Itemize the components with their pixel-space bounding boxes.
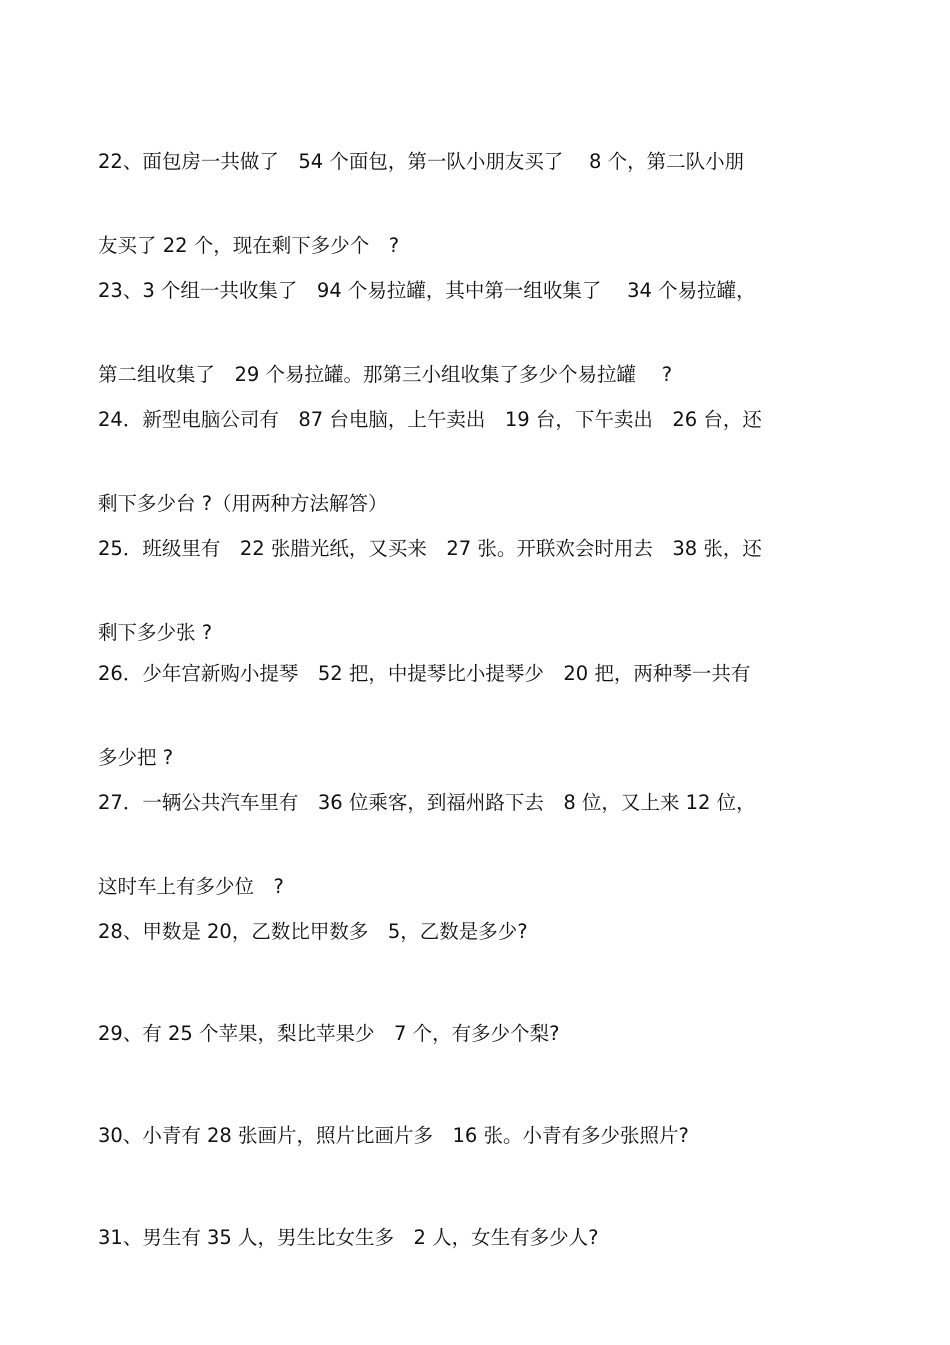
problem-line: 22、面包房一共做了 54 个面包，第一队小朋友买了 8 个，第二队小朋 <box>98 150 745 173</box>
problem-line: 剩下多少张 ? <box>98 621 213 644</box>
problem-line: 剩下多少台 ?（用两种方法解答） <box>98 492 388 515</box>
problem-line: 25．班级里有 22 张腊光纸，又买来 27 张。开联欢会时用去 38 张，还 <box>98 537 762 560</box>
problem-31 <box>98 1168 843 1308</box>
problem-line: 30、小青有 28 张画片，照片比画片多 16 张。小青有多少张照片? <box>98 1124 689 1147</box>
problem-line: 29、有 25 个苹果，梨比苹果少 7 个，有多少个梨? <box>98 1022 560 1045</box>
problem-line: 友买了 22 个，现在剩下多少个 ? <box>98 234 400 257</box>
problem-line: 23、3 个组一共收集了 94 个易拉罐，其中第一组收集了 34 个易拉罐， <box>98 279 756 302</box>
problem-line: 24．新型电脑公司有 87 台电脑，上午卖出 19 台，下午卖出 26 台，还 <box>98 408 762 431</box>
problem-line: 26．少年宫新购小提琴 52 把，中提琴比小提琴少 20 把，两种琴一共有 <box>98 662 751 685</box>
problem-line: 31、男生有 35 人，男生比女生多 2 人，女生有多少人? <box>98 1226 599 1249</box>
problem-line: 27．一辆公共汽车里有 36 位乘客，到福州路下去 8 位，又上来 12 位， <box>98 791 756 814</box>
problem-line: 多少把 ? <box>98 746 174 769</box>
problem-line: 这时车上有多少位 ? <box>98 875 284 898</box>
problem-line: 28、甲数是 20，乙数比甲数多 5，乙数是多少? <box>98 920 528 943</box>
problem-line: 第二组收集了 29 个易拉罐。那第三小组收集了多少个易拉罐 ? <box>98 363 673 386</box>
